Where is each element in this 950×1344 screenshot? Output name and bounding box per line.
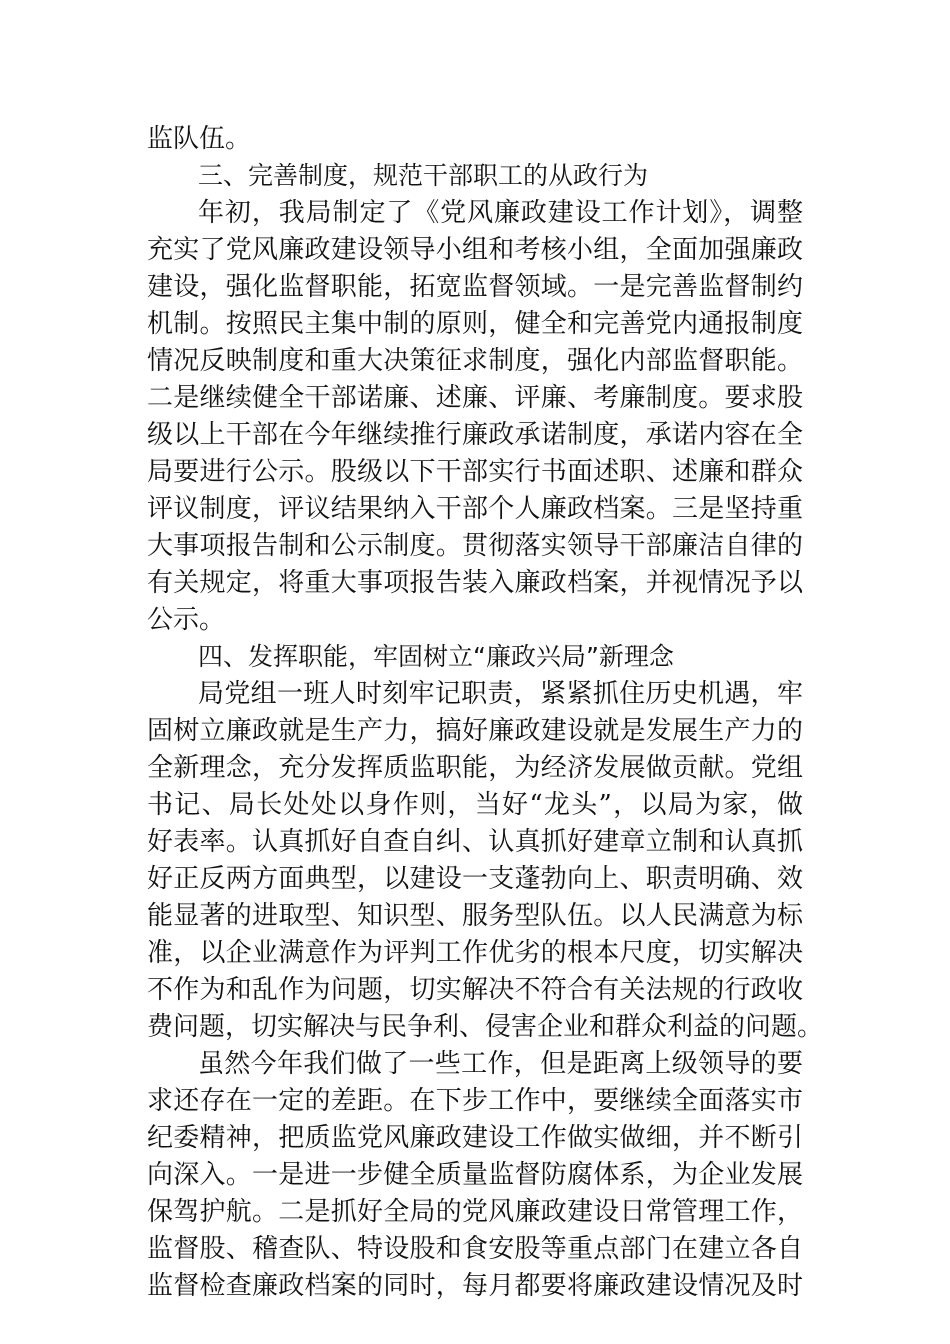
text-line: 向深入。一是进一步健全质量监督防腐体系，为企业发展 [147,1160,803,1190]
text-line: 情况反映制度和重大决策征求制度，强化内部监督职能。 [147,346,803,376]
text-line: 纪委精神，把质监党风廉政建设工作做实做细，并不断引 [147,1123,803,1153]
text-line: 虽然今年我们做了一些工作，但是距离上级领导的要 [198,1049,803,1079]
text-line: 监督股、稽查队、特设股和食安股等重点部门在建立各自 [147,1234,803,1264]
text-line: 级以上干部在今年继续推行廉政承诺制度，承诺内容在全 [147,420,803,450]
text-line: 有关规定，将重大事项报告装入廉政档案，并视情况予以 [147,568,803,598]
text-line: 费问题，切实解决与民争利、侵害企业和群众利益的问题。 [147,1012,824,1042]
text-line: 年初，我局制定了《党风廉政建设工作计划》，调整 [198,198,803,228]
text-line: 好表率。认真抓好自查自纠、认真抓好建章立制和认真抓 [147,827,803,857]
text-line: 公示。 [147,605,226,635]
text-line: 大事项报告制和公示制度。贯彻落实领导干部廉洁自律的 [147,531,803,561]
text-line: 机制。按照民主集中制的原则，健全和完善党内通报制度 [147,309,803,339]
text-line: 求还存在一定的差距。在下步工作中，要继续全面落实市 [147,1086,803,1116]
text-line: 充实了党风廉政建设领导小组和考核小组，全面加强廉政 [147,235,803,265]
text-line: 全新理念，充分发挥质监职能，为经济发展做贡献。党组 [147,753,803,783]
section-heading-4: 四、发挥职能，牢固树立“廉政兴局”新理念 [198,642,674,671]
text-line: 局要进行公示。股级以下干部实行书面述职、述廉和群众 [147,457,803,487]
text-line: 二是继续健全干部诺廉、述廉、评廉、考廉制度。要求股 [147,383,803,413]
text-line: 评议制度，评议结果纳入干部个人廉政档案。三是坚持重 [147,494,803,524]
section-heading-3: 三、完善制度，规范干部职工的从政行为 [198,161,649,190]
text-line: 监队伍。 [147,124,252,154]
text-line: 保驾护航。二是抓好全局的党风廉政建设日常管理工作， [147,1197,803,1227]
text-line: 建设，强化监督职能，拓宽监督领域。一是完善监督制约 [147,272,803,302]
text-line: 能显著的进取型、知识型、服务型队伍。以人民满意为标 [147,901,803,931]
text-line: 好正反两方面典型，以建设一支蓬勃向上、职责明确、效 [147,864,803,894]
text-line: 书记、局长处处以身作则，当好“龙头”，以局为家，做 [147,790,803,820]
text-line: 固树立廉政就是生产力，搞好廉政建设就是发展生产力的 [147,716,803,746]
text-line: 局党组一班人时刻牢记职责，紧紧抓住历史机遇，牢 [198,679,803,709]
text-line: 不作为和乱作为问题，切实解决不符合有关法规的行政收 [147,975,803,1005]
text-line: 监督检查廉政档案的同时，每月都要将廉政建设情况及时 [147,1271,803,1301]
text-line: 准，以企业满意作为评判工作优劣的根本尺度，切实解决 [147,938,803,968]
